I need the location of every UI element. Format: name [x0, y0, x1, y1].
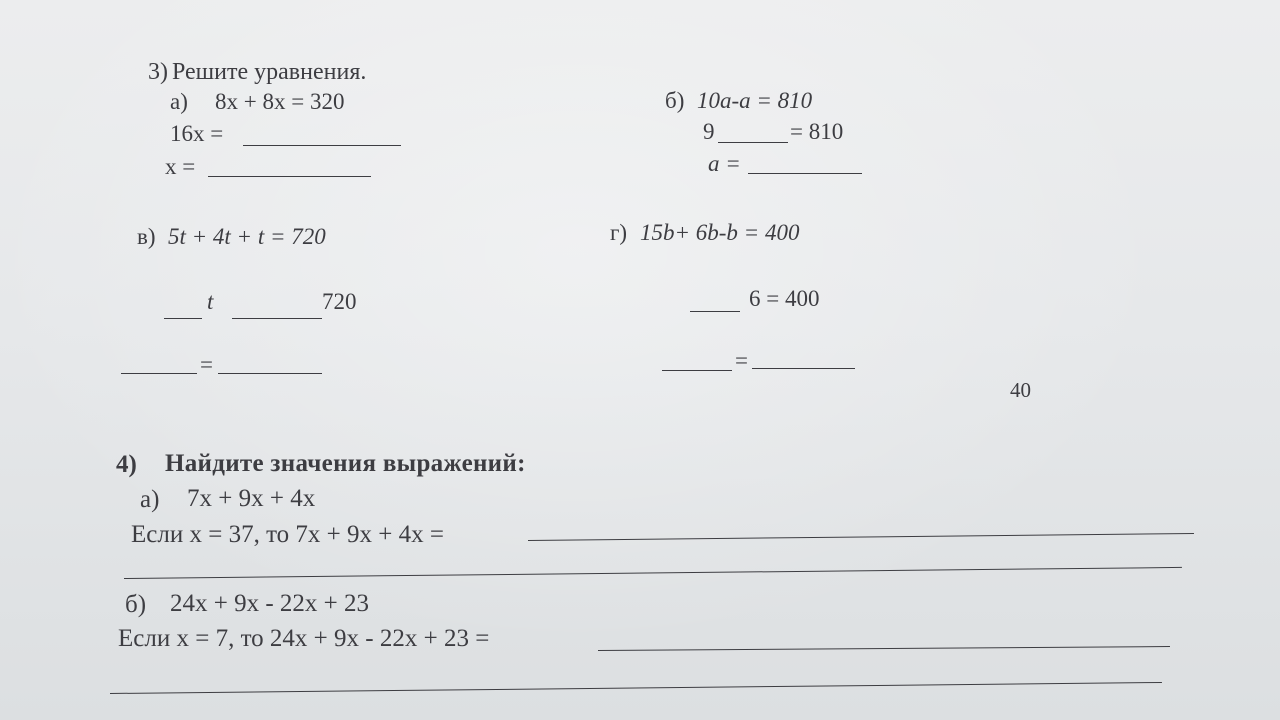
task3b-label: б) [665, 88, 685, 113]
task3v-equation: 5t + 4t + t = 720 [168, 224, 326, 249]
task3a-step2: x = [165, 154, 196, 179]
task3v-answer-line-4[interactable] [218, 373, 322, 374]
task3b-answer-line-2[interactable] [748, 173, 862, 174]
task3g-answer-line-3[interactable] [752, 368, 855, 369]
task4a-answer-line-2[interactable] [124, 567, 1182, 579]
task3g-step1: 6 = 400 [749, 286, 820, 311]
task4a-answer-line-1[interactable] [528, 533, 1194, 541]
task3v-answer-line-1[interactable] [164, 318, 202, 319]
task4-title: Найдите значения выражений: [165, 450, 526, 477]
task3-number: 3) [148, 59, 168, 85]
task4a-expression: 7x + 9x + 4x [187, 485, 316, 512]
task4b-prompt: Если x = 7, то 24x + 9x - 22x + 23 = [118, 625, 490, 652]
task3a-equation: 8x + 8x = 320 [215, 89, 345, 114]
task3a-answer-line-2[interactable] [208, 176, 371, 177]
task3a-answer-line-1[interactable] [243, 145, 401, 146]
task3v-answer-line-3[interactable] [121, 373, 197, 374]
task4-number: 4) [116, 451, 137, 478]
task4b-answer-line-2[interactable] [110, 682, 1162, 694]
task3-title: Решите уравнения. [172, 59, 367, 85]
task3a-step1: 16x = [170, 121, 224, 146]
task3b-step1-suffix: = 810 [790, 119, 844, 144]
task3g-step2-eq: = [735, 348, 748, 373]
task3g-answer-line-1[interactable] [690, 311, 740, 312]
task3a-label: а) [170, 89, 188, 114]
task3b-answer-line-1[interactable] [718, 142, 788, 143]
task3v-step2-eq: = [200, 352, 213, 377]
task4b-label: б) [125, 591, 147, 618]
task4a-prompt: Если x = 37, то 7x + 9x + 4x = [131, 521, 444, 548]
page-number: 40 [1010, 378, 1031, 402]
task3g-label: г) [610, 220, 628, 245]
task4b-expression: 24x + 9x - 22x + 23 [170, 590, 370, 617]
task3g-equation: 15b+ 6b-b = 400 [640, 220, 800, 245]
task3b-equation: 10a-a = 810 [697, 88, 813, 113]
task3v-label: в) [137, 224, 156, 249]
task3v-step1-value: 720 [322, 289, 357, 314]
task3g-answer-line-2[interactable] [662, 370, 732, 371]
task3v-step1-var: t [207, 289, 214, 314]
task4b-answer-line-1[interactable] [598, 646, 1170, 651]
task3v-answer-line-2[interactable] [232, 318, 322, 319]
task3b-step1-prefix: 9 [703, 119, 715, 144]
task3b-step2: a = [708, 151, 741, 176]
task4a-label: а) [140, 486, 160, 513]
